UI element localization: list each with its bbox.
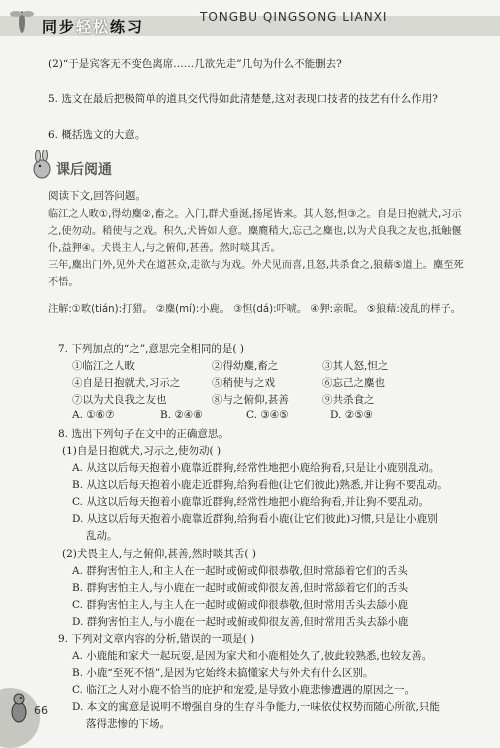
question-7-stem: 7. 下列加点的“之”,意思完全相同的是( ) [58, 343, 244, 355]
q7-option-c[interactable]: C. ③④⑤ [246, 409, 289, 421]
q8-2-option-a[interactable]: A. 群狗害怕主人,和主人在一起时或俯或仰很恭敬,但时常舔着它们的舌头 [72, 565, 408, 577]
q9-option-a[interactable]: A. 小鹿能和家犬一起玩耍,是因为家犬和小鹿相处久了,彼此较熟悉,也较友善。 [72, 650, 433, 662]
page-header [0, 0, 500, 44]
question-8-2: (2)犬畏主人,与之俯仰,甚善,然时啖其舌( ) [62, 548, 256, 560]
q7-option-d[interactable]: D. ②⑤⑨ [330, 409, 373, 421]
q8-1-option-d-cont: 乱动。 [86, 530, 118, 542]
question-9-stem: 9. 下列对文章内容的分析,错误的一项是( ) [58, 633, 255, 645]
reading-instruction: 阅读下文,回答问题。 [48, 190, 146, 202]
q8-2-option-d[interactable]: D. 群狗害怕主人,与小鹿在一起时或俯或仰很友善,但时常用舌头去舔小鹿 [72, 616, 409, 628]
q9-option-b[interactable]: B. 小鹿“至死不悟”,是因为它始终未搞懂家犬与外犬有什么区别。 [72, 667, 374, 679]
q8-2-option-b[interactable]: B. 群狗害怕主人,与小鹿在一起时或俯或仰很友善,但时常舔着它们的舌头 [72, 582, 409, 594]
q8-2-option-c[interactable]: C. 群狗害怕主人,与主人在一起时或俯或仰很恭敬,但时常用舌头去舔小鹿 [72, 599, 409, 611]
q7-choice: ⑧与之俯仰,甚善 [212, 394, 289, 406]
q7-choice: ③其人怒,怛之 [322, 360, 389, 372]
q7-choice: ⑨共杀食之 [322, 394, 375, 406]
q7-choice: ⑦以为犬良我之友也 [72, 394, 167, 406]
q8-1-option-b[interactable]: B. 从这以后每天抱着小鹿走近群狗,给狗看他(让它们彼此)熟悉,并让狗不要乱动。 [72, 479, 448, 491]
rabbit-mascot-icon [30, 150, 54, 180]
q8-1-option-d[interactable]: D. 从这以后每天抱着小鹿靠近群狗,给狗看小鹿(让它们彼此)习惯,只是让小鹿别 [72, 513, 438, 525]
header-latin: TONGBU QINGSONG LIANXI [200, 10, 388, 24]
dragonfly-icon [10, 6, 34, 36]
passage-paragraph-2: 三年,麋出门外,见外犬在道甚众,走欲与为戏。外犬见而喜,且怒,共杀食之,狼藉⑤道上。麋至死不悟。 [48, 260, 464, 288]
header-title: 同步轻松练习 [42, 18, 145, 36]
q7-choice: ①临江之人畋 [72, 360, 135, 372]
section-title: 课后阅通 [56, 162, 112, 178]
q7-choice: ②得幼麋,畜之 [212, 360, 279, 372]
question-8-1: (1)自是日抱就犬,习示之,使勿动( ) [62, 445, 222, 457]
question-4-2: (2)“于是宾客无不变色离席……几欲先走”几句为什么不能删去? [48, 58, 342, 70]
q9-option-c[interactable]: C. 临江之人对小鹿不恰当的庇护和宠爱,是导致小鹿悲惨遭遇的原因之一。 [72, 684, 416, 696]
question-6: 6. 概括选文的大意。 [48, 129, 146, 141]
bird-icon [6, 690, 32, 726]
q7-option-b[interactable]: B. ②④⑧ [160, 409, 203, 421]
page-number: 66 [34, 704, 48, 717]
q9-option-d[interactable]: D. 本文的寓意是说明不增强自身的生存斗争能力,一味依仗权势而随心所欲,只能 [72, 701, 440, 713]
passage-paragraph-1: 临江之人畋①,得幼麋②,畜之。入门,群犬垂涎,扬尾皆来。其人怒,怛③之。自是日抱就犬,习示之,使勿动。稍使与之戏。积久,犬皆如人意。麋麑稍大,忘己之麋也,以为犬良我之友也,抵触偃仆,益狎④。犬畏主人,与之俯仰,甚善。然时啖其舌。 [48, 209, 462, 254]
q7-choice: ⑤稍使与之戏 [212, 377, 275, 389]
q7-choice: ④自是日抱就犬,习示之 [72, 377, 181, 389]
q8-1-option-c[interactable]: C. 从这以后每天抱着小鹿靠近群狗,经常性地把小鹿给狗看,并让狗不要乱动。 [72, 496, 430, 508]
question-8-stem: 8. 选出下列句子在文中的正确意思。 [58, 428, 229, 440]
q9-option-d-cont: 落得悲惨的下场。 [86, 718, 170, 730]
q7-choice: ⑥忘己之麋也 [322, 377, 385, 389]
q7-option-a[interactable]: A. ①⑥⑦ [72, 409, 115, 421]
question-5: 5. 选文在最后把极简单的道具交代得如此清楚楚,这对表现口技者的技艺有什么作用? [48, 93, 438, 105]
passage-notes: 注解:①畋(tián):打猎。 ②麋(mí):小鹿。 ③怛(dá):吓唬。 ④狎:亲昵。 ⑤狼藉:凌乱的样子。 [48, 304, 461, 315]
q8-1-option-a[interactable]: A. 从这以后每天抱着小鹿靠近群狗,经常性地把小鹿给狗看,只是让小鹿别乱动。 [72, 462, 440, 474]
